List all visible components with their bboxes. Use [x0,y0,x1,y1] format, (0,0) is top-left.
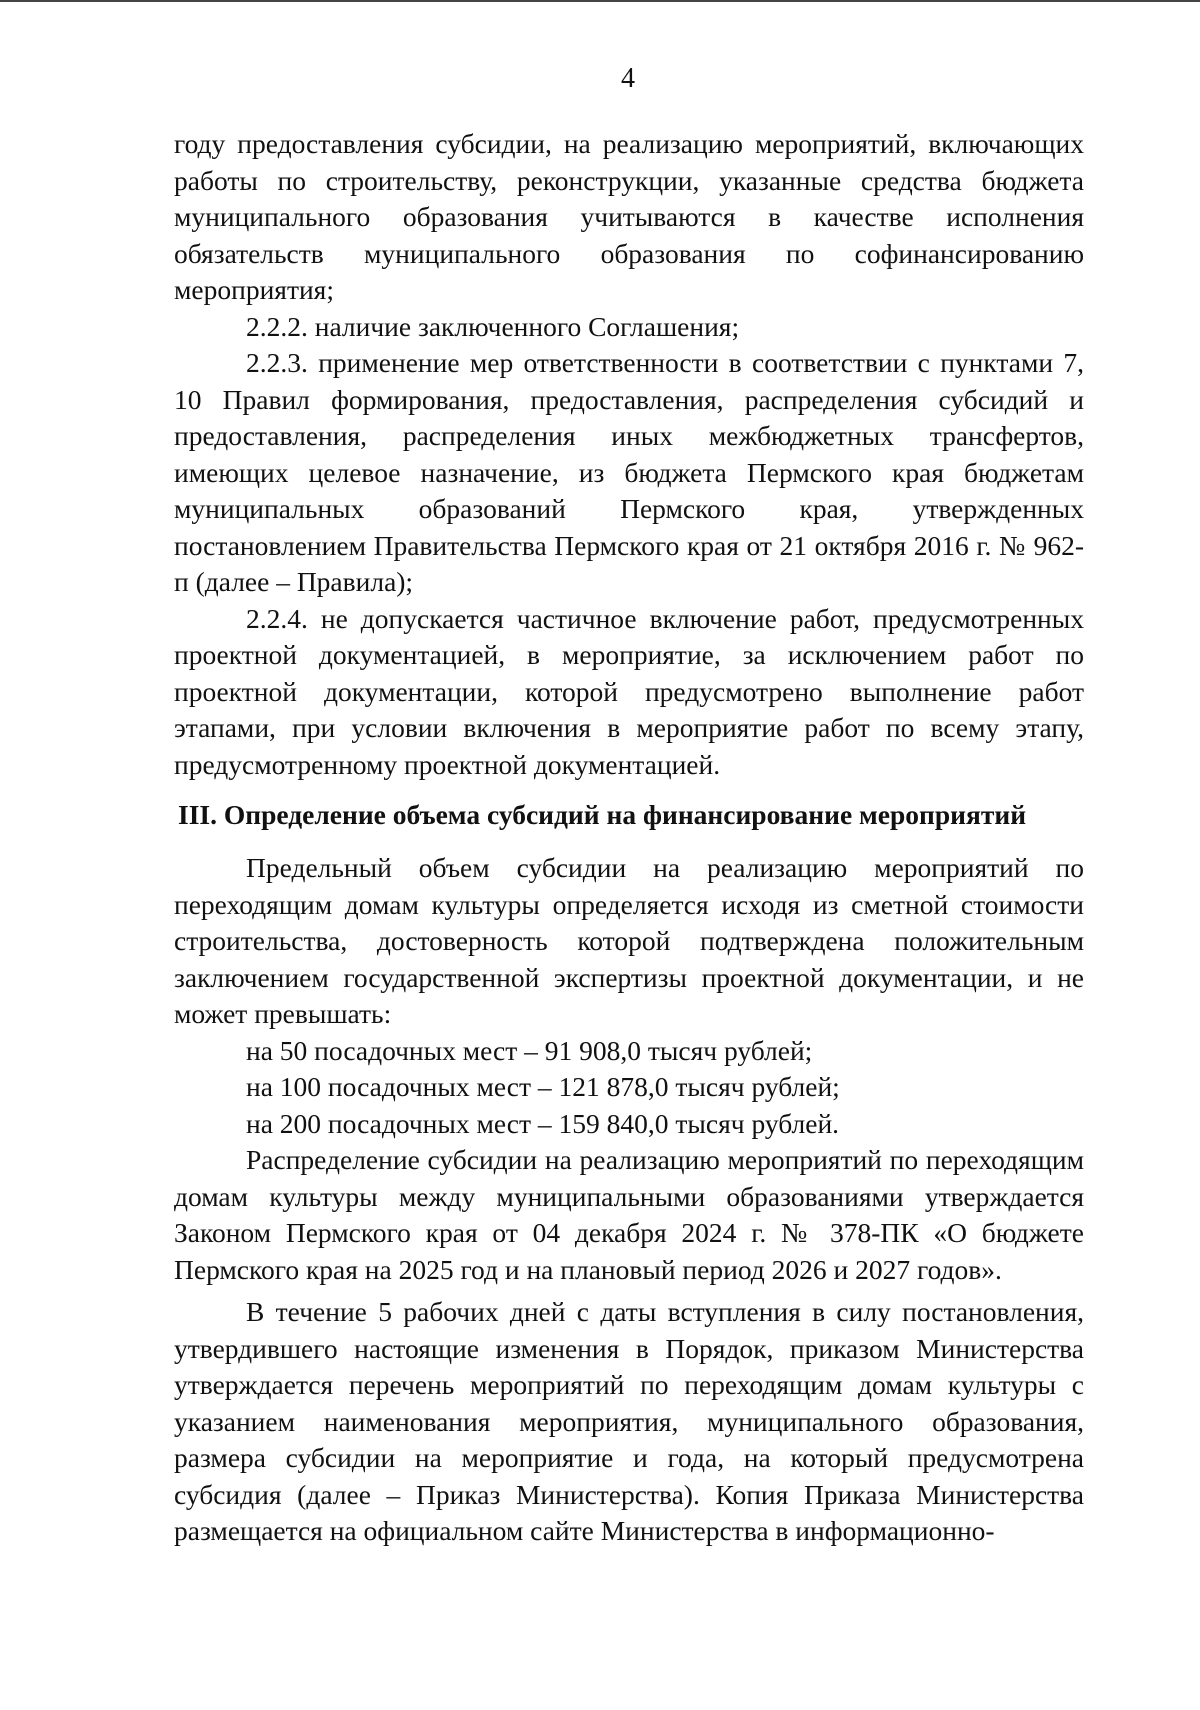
distribution-paragraph: Распределение субсидии на реализацию мероприятий по переходящим домам культуры между муниципальными образованиями утверждается Законом Пермского края от 04 декабря 2024 г. № 378-ПК «О бюджете Пермского края на 2025 год и на плановый период 2026 и 2027 годов». [174,1144,1084,1285]
paragraph-continuation: году предоставления субсидии, на реализацию мероприятий, включающих работы по строительству, реконструкции, указанные средства бюджета муниципального образования учитываются в качестве исполнения обязательств муниципального образования по софинансированию мероприятия; [174,128,1084,305]
section-3-heading: III. Определение объема субсидий на финансирование мероприятий [178,799,1027,830]
ministry-order-paragraph: В течение 5 рабочих дней с даты вступления в силу постановления, утвердившего настоящие изменения в Порядок, приказом Министерства утверждается перечень мероприятий по переходящим домам культуры с указанием наименования мероприятия, муниципального образования, размера субсидии на мероприятие и года, на который предусмотрена субсидия (далее – Приказ Министерства). Копия Приказа Министерства размещается на официальном сайте Министерства в информационно- [174,1296,1084,1546]
clause-2-2-3: 2.2.3. применение мер ответственности в соответствии с пунктами 7, 10 Правил формирования, предоставления, распределения субсидий и предоставления, распределения иных межбюджетных трансфертов, имеющих целевое назначение, из бюджета Пермского края бюджетам муниципальных образований Пермского края, утвержденных постановлением Правительства Пермского края от 21 октября 2016 г. № 962-п (далее – Правила); [174,347,1084,597]
section-3-intro: Предельный объем субсидии на реализацию мероприятий по переходящим домам культуры определяется исходя из сметной стоимости строительства, достоверность которой подтверждена положительным заключением государственной экспертизы проектной документации, и не может превышать: [174,852,1084,1029]
scan-top-edge [0,0,1200,2]
limit-200-seats: на 200 посадочных мест – 159 840,0 тысяч рублей. [246,1107,840,1139]
limit-100-seats: на 100 посадочных мест – 121 878,0 тысяч рублей; [246,1071,840,1102]
clause-2-2-4: 2.2.4. не допускается частичное включение работ, предусмотренных проектной документацией, в мероприятие, за исключением работ по проектной документации, которой предусмотрено выполнение работ этапами, при условии включения в мероприятие работ по всему этапу, предусмотренному проектной документацией. [174,602,1084,780]
page-number: 4 [621,63,635,94]
clause-2-2-2: 2.2.2. наличие заключенного Соглашения; [246,310,740,342]
document-body [174,126,1084,1550]
limit-50-seats: на 50 посадочных мест – 91 908,0 тысяч рублей; [246,1034,813,1066]
